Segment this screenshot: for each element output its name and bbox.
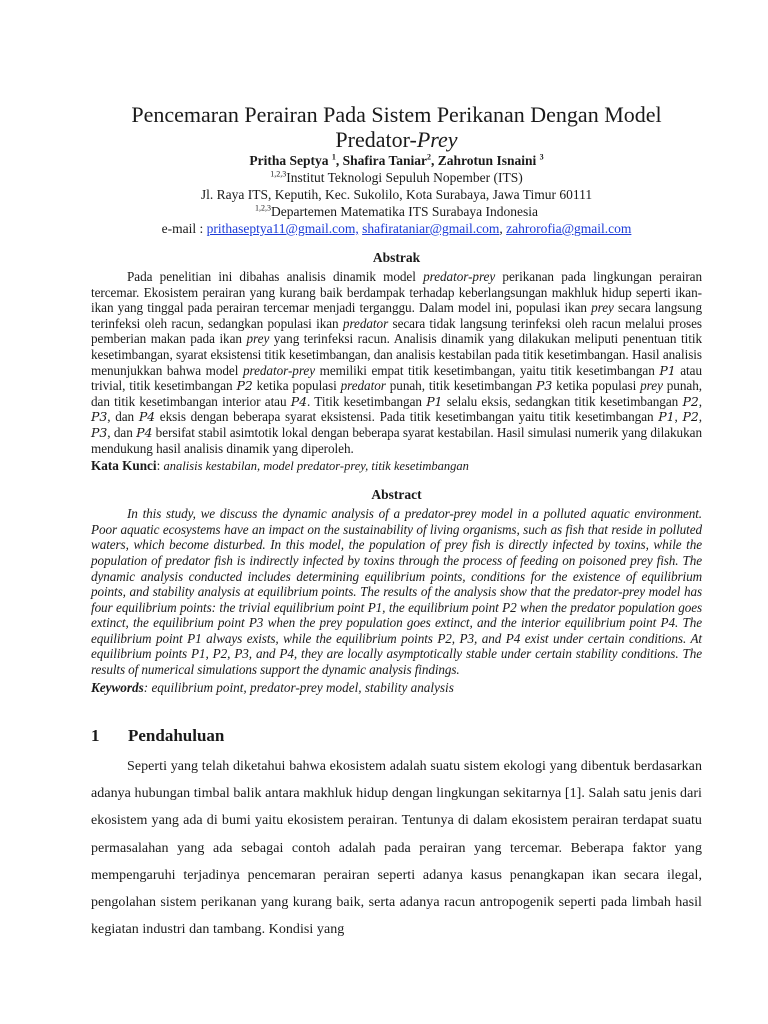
abstract-body: In this study, we discuss the dynamic analysis of a predator-prey model in a polluted aquatic environment. Poor aquatic ecosystems have an impact on the sustainability of living organisms, such as fish that reside in polluted waters, which become disturbed. In this model, the population of prey fish is directly infected by toxins, while the population of predator fish is indirectly infected by toxins through the process of feeding on poisoned prey fish. The dynamic analysis conducted includes determining equilibrium points, conditions for the existence of equilibrium points, and stability analysis at equilibrium points. The results of the analysis show that the predator-prey model has four equilibrium points: the trivial equilibrium point P1, the equilibrium point P2 when the predator population goes extinct, the equilibrium point P3 when the prey population goes extinct, and the interior equilibrium point P4. The equilibrium point P1 always exists, while the equilibrium points P2, P3, and P4 exist under certain conditions. At equilibrium points P1, P2, P3, and P4, they are locally asymptotically stable under certain stability conditions. The results of numerical simulations support the dynamic analysis findings. [91,506,702,678]
keywords-text: : equilibrium point, predator-prey model, stability analysis [143,679,454,695]
paper-title [91,102,702,152]
affiliation-2: $^{1,2,3}$Departemen Matematika ITS Surabaya Indonesia [255,203,538,219]
affiliation-1: $^{1,2,3}$Institut Teknologi Sepuluh Nopember (ITS) [270,169,523,185]
abstract-heading: Abstract [371,487,422,503]
email-link[interactable]: prithaseptya11@gmail.com, [206,221,359,236]
title-line1: Pencemaran Perairan Pada Sistem Perikanan Dengan Model [131,102,662,127]
kata-kunci-text: analisis kestabilan, model predator-prey, titik kesetimbangan [163,459,469,474]
email-link[interactable]: shafirataniar@gmail.com [362,221,500,236]
email-label: e-mail : [161,221,207,236]
affiliation-address: Jl. Raya ITS, Keputih, Kec. Sukolilo, Kota Surabaya, Jawa Timur 60111 [200,187,593,202]
kata-kunci-label: Kata Kunci [91,458,157,474]
email-line: e-mail : prithaseptya11@gmail.com, shafirataniar@gmail.com, zahrorofia@gmail.com [161,221,632,236]
email-link[interactable]: zahrorofia@gmail.com [506,221,632,236]
author-list [91,152,702,169]
section-body: Seperti yang telah diketahui bahwa ekosistem adalah suatu sistem ekologi yang dibentuk berdasarkan adanya hubungan timbal balik antara makhluk hidup dengan lingkungan sekitarnya [1]. Salah satu jenis dari ekosistem yang ada di bumi yaitu ekosistem perairan. Tentunya di dalam ekosistem perairan terdapat suatu permasalahan yang ada sebagai contoh adalah pada perairan yang tercemar. Beberapa faktor yang mempengaruhi terjadinya pencemaran perairan seperti adanya kasus penangkapan ikan secara ilegal, pengolahan sistem perikanan yang kurang baik, serta adanya racun antropogenik seperti pada limbah hasil kegiatan industri dan tambang. Kondisi yang [91,758,702,938]
author-sup: 2 [427,152,432,162]
section-heading [91,726,702,746]
author-name: , Zahrotun Isnaini [431,153,537,168]
section-number: 1 [91,725,100,745]
author-name: Pritha Septya [249,153,329,168]
abstrak-heading: Abstrak [372,250,421,265]
author-name: , Shafira Taniar [335,153,428,168]
keywords-label: Keywords [91,679,144,695]
title-line2: Predator-Prey [335,127,458,152]
kata-kunci: Kata Kunci: analisis kestabilan, model predator-prey, titik kesetimbangan [91,458,469,474]
abstrak-body: Pada penelitian ini dibahas analisis dinamik model predator-prey perikanan pada lingkungan perairan tercemar. Ekosistem perairan yang kurang baik berdampak terhadap keberlangsungan makhluk hidup seperti ikan-ikan yang tinggal pada perairan tercemar menjadi terganggu. Dalam model ini, populasi ikan prey secara langsung terinfeksi oleh racun, sedangkan populasi ikan predator secara tidak langsung terinfeksi oleh racun melalui proses pemberian makan pada ikan prey yang terinfeksi racun. Analisis dinamik yang dilakukan meliputi penentuan titik kesetimbangan, syarat eksistensi titik kesetimbangan, dan analisis kestabilan pada titik kesetimbangan. Hasil analisis menunjukkan bahwa model predator-prey memiliki empat titik kesetimbangan, yaitu titik kesetimbangan P1 atau trivial, titik kesetimbangan P2 ketika populasi predator punah, titik kesetimbangan P3 ketika populasi prey punah, dan titik kesetimbangan interior atau P4. Titik kesetimbangan P1 selalu eksis, sedangkan titik kesetimbangan P2, P3, dan P4 eksis dengan beberapa syarat eksistensi. Pada titik kesetimbangan yaitu titik kesetimbangan P1, P2, P3, dan P4 bersifat stabil asimtotik lokal dengan beberapa syarat kestabilan. Hasil simulasi numerik yang dilakukan mendukung hasil analisis dinamik yang diperoleh. [91,269,703,456]
section-title: Pendahuluan [128,725,225,745]
author-sup: 3 [539,152,544,162]
author-sup: 1 [331,152,336,162]
keywords [91,680,702,696]
